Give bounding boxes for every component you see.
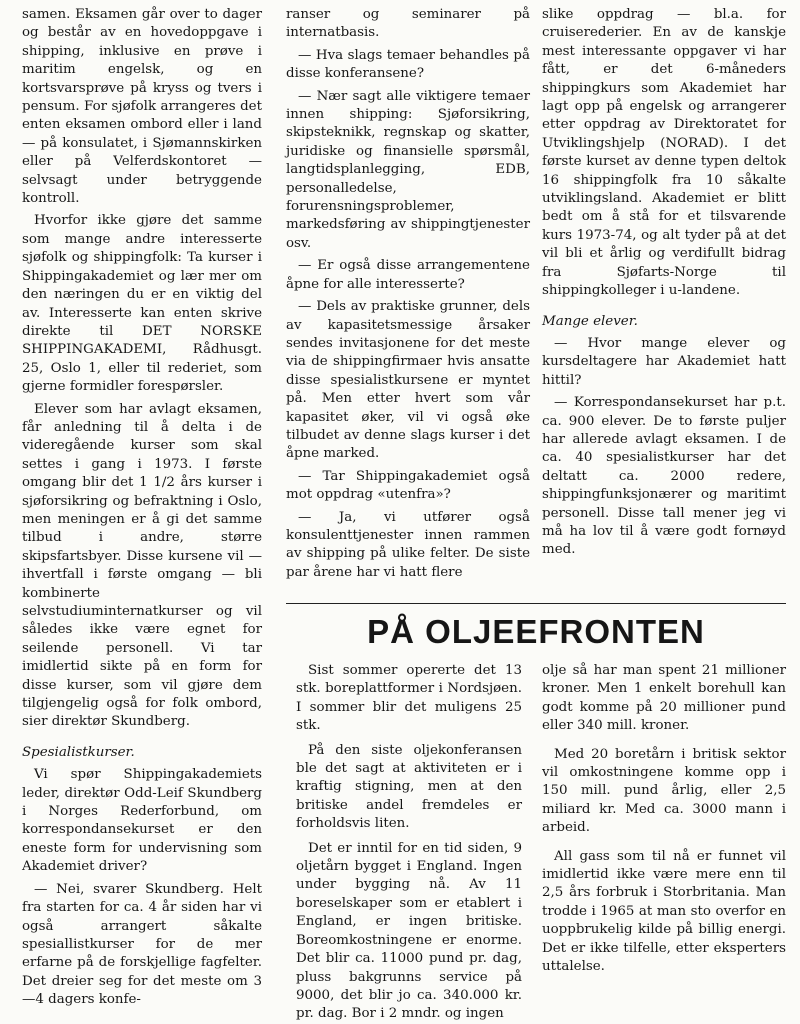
subheading-mange-elever: Mange elever.: [542, 313, 638, 329]
paragraph: — Hva slags temaer behandles på disse konferansene?: [286, 47, 530, 82]
headline: PÅ OLJEEFRONTEN: [367, 613, 705, 650]
paragraph: På den siste oljekonferansen ble det sagt at aktiviteten er i kraftig stigning, men at den britiske andel fremdeles er forholdsvis liten.: [296, 742, 522, 832]
paragraph: olje så har man spent 21 millioner kroner. Men 1 enkelt borehull kan godt komme på 20 millioner pund eller 340 mill. kroner.: [542, 663, 786, 734]
paragraph: — Nær sagt alle viktigere temaer innen shipping: Sjøforsikring, skipsteknikk, regnskap og skatter, juridiske og finansielle spørsmål, langtidsplanlegging, EDB, personalledelse, forurensningsproblemer, markedsføring av shippingtjenester osv.: [286, 88, 530, 251]
paragraph: Det er inntil for en tid siden, 9 oljetårn bygget i England. Ingen under bygging nå. Av 11 boreselskaper som er etablert i England, er ingen britiske. Boreomkostningene er enorme. Det blir ca. 11000 pund pr. dag, pluss bakgrunns service på 9000, det blir jo ca. 340.000 kr. pr. dag. Bor i 2 mndr. og ingen: [296, 840, 522, 1022]
section-divider: [286, 603, 786, 604]
paragraph: — Ja, vi utfører også konsulenttjenester innen rammen av shipping på ulike felter. De siste par årene har vi hatt flere: [286, 509, 530, 580]
paragraph: Med 20 boretårn i britisk sektor vil omkostningene komme opp i 150 mill. pund årlig, eller 2,5 miliard kr. Med ca. 3000 mann i arbeid.: [542, 746, 786, 836]
article-column-2: [286, 6, 530, 582]
article-column-3: [542, 6, 786, 560]
paragraph: — Korrespondansekurset har p.t. ca. 900 elever. De to første puljer har allerede avlagt eksamen. I de ca. 40 spesialistkurser har det deltatt ca. 2000 redere, shippingfunksjonærer og maritimt personell. Disse tall mener jeg vi må ha lov til å være godt fornøyd med.: [542, 395, 786, 558]
paragraph: Hvorfor ikke gjøre det samme som mange andre interesserte sjøfolk og shippingfolk: Ta kurser i Shippingakademiet og lær mer om den næringen du er en viktig del av. Interesserte kan enten skrive direkte til DET NORSKE SHIPPINGAKADEMI, Rådhusgt. 25, Oslo 1, eller til rederiet, som gjerne formidler forespørsler.: [22, 213, 262, 395]
paragraph: — Nei, svarer Skundberg. Helt fra starten for ca. 4 år siden har vi også arrangert såkalte spesiallistkurser for de mer erfarne på de forskjellige fagfelter. Det dreier seg for det meste om 3—4 dagers konfe-: [22, 881, 262, 1008]
paragraph: slike oppdrag — bl.a. for cruiserederier. En av de kanskje mest interessante oppgaver vi har fått, er det 6-måneders shippingkurs som Akademiet har lagt opp på engelsk og arrangerer etter oppdrag av Direktoratet for Utviklingshjelp (NORAD). I det første kurset av denne typen deltok 16 shippingfolk fra 10 såkalte utviklingsland. Akademiet er blitt bedt om å stå for et tilsvarende kurs 1973-74, og alt tyder på at det vil bli et årlig og verdifullt bidrag fra Sjøfarts-Norge til shippingkolleger i u-landene.: [542, 7, 786, 299]
oil-article-column-1: [296, 662, 522, 1024]
paragraph: — Dels av praktiske grunner, dels av kapasitetsmessige årsaker sendes invitasjonene for det meste via de shippingfirmaer hvis ansatte disse spesialistkursene er myntet på. Men etter hvert som vår kapasitet øker, vil vi også øke tilbudet av denne slags kurser i det åpne marked.: [286, 299, 530, 462]
paragraph: ranser og seminarer på internatbasis.: [286, 7, 530, 41]
paragraph: — Tar Shippingakademiet også mot oppdrag «utenfra»?: [286, 468, 530, 503]
paragraph: All gass som til nå er funnet vil imidlertid ikke være mere enn til 2,5 års forbruk i Storbritania. Man trodde i 1965 at man sto overfor en uoppbrukelig kilde på billig energi. Det er ikke tilfelle, etter eksperters uttalelse.: [542, 848, 786, 975]
paragraph: — Hvor mange elever og kursdeltagere har Akademiet hatt hittil?: [542, 335, 786, 388]
paragraph: samen. Eksamen går over to dager og består av en hovedoppgave i shipping, inklusive en prøve i maritim engelsk, og en kortsvarsprøve på kryss og tvers i pensum. For sjøfolk arrangeres det enten eksamen ombord eller i land — på konsulatet, i Sjømannskirken eller på Velferdskontoret — selvsagt under betryggende kontroll.: [22, 7, 262, 207]
paragraph: Vi spør Shippingakademiets leder, direktør Odd-Leif Skundberg i Norges Rederforbund, om korrespondansekurset er den eneste form for undervisning som Akademiet driver?: [22, 767, 262, 875]
paragraph: — Er også disse arrangementene åpne for alle interesserte?: [286, 258, 530, 292]
paragraph: Sist sommer opererte det 13 stk. boreplattformer i Nordsjøen. I sommer blir det muligens 25 stk.: [296, 663, 522, 734]
paragraph: Elever som har avlagt eksamen, får anledning til å delta i de videregående kurser som skal settes i gang i 1973. I første omgang blir det 1 1/2 års kurser i sjøforsikring og befraktning i Oslo, men meningen er å gi det samme tilbud i andre, større skipsfartsbyer. Disse kursene vil — ihvertfall i første omgang — bli kombinerte selvstudiuminternatkurser og vil således ikke være egnet for seilende personell. Vi tar imidlertid sikte på en form for disse kurser, som vil gjøre dem tilgjengelig også for folk ombord, sier direktør Skundberg.: [22, 401, 262, 730]
article-column-1: [22, 6, 262, 1010]
subheading-spesialistkurser: Spesialistkurser.: [22, 744, 135, 760]
oil-article-column-2: [542, 662, 786, 977]
